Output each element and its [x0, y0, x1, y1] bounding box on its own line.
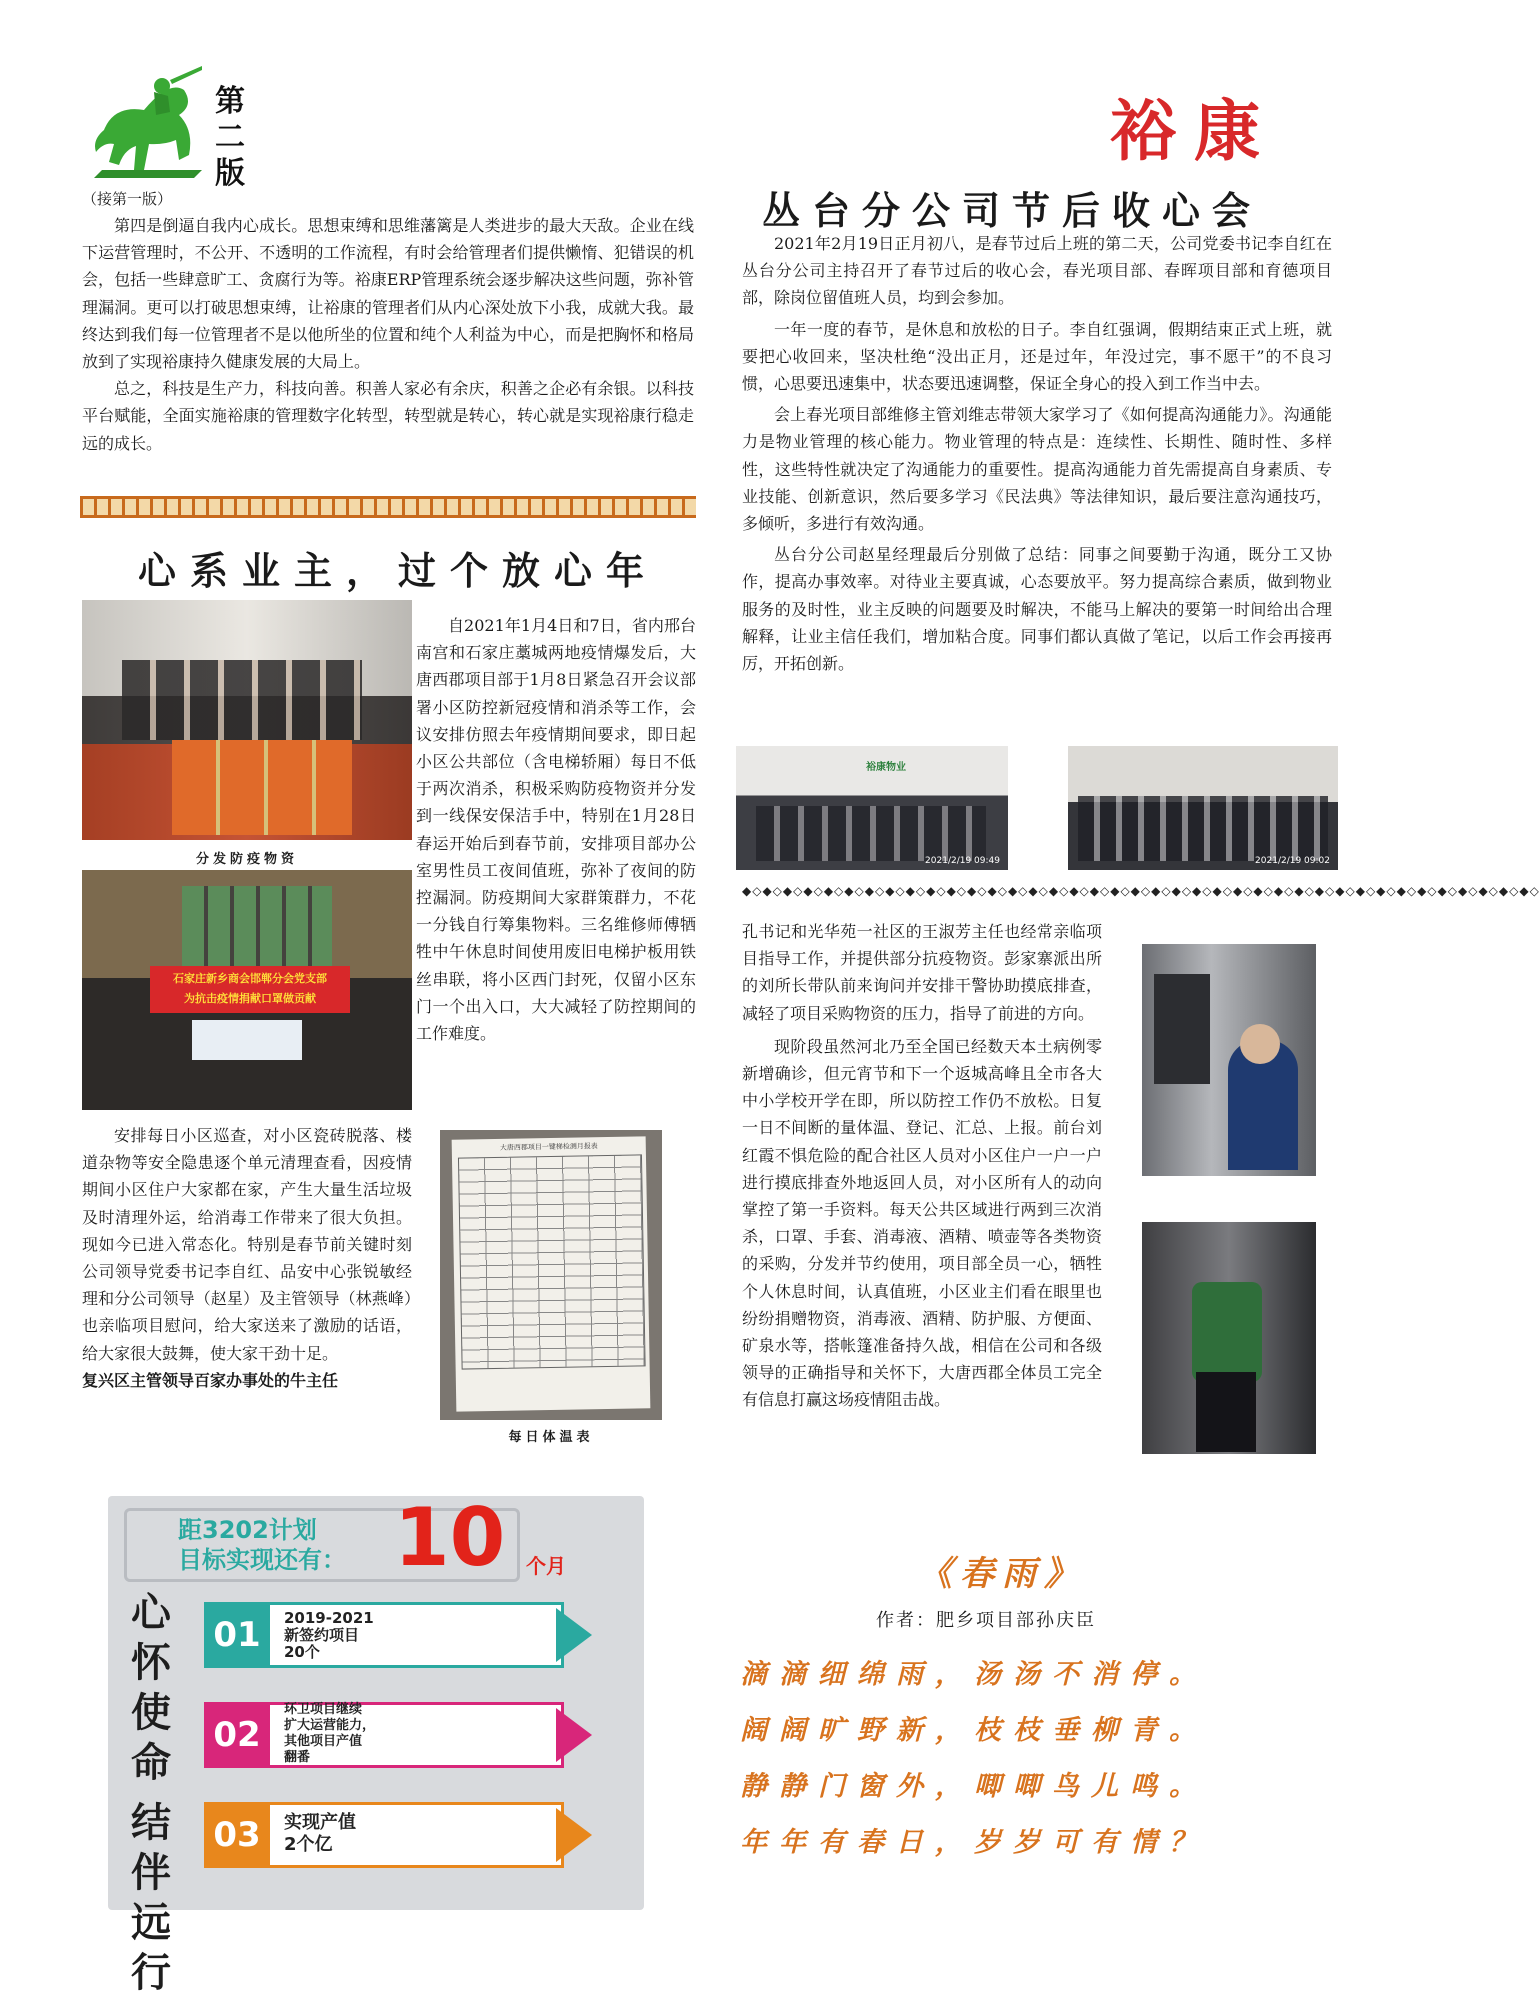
slogan-char: 行	[131, 1949, 171, 1996]
goal-line1: 距3202计划	[178, 1516, 317, 1544]
photo-meeting-2	[1068, 746, 1338, 870]
continued-note: （接第一版）	[82, 190, 173, 208]
article2-paragraph: 自2021年1月4日和7日，省内邢台南宫和石家庄藁城两地疫情爆发后，大唐西郡项目部于1月8日紧急召开会议部署小区防控新冠疫情和消杀等工作，会议安排仿照去年疫情期间要求，即日起小区公共部位（含电梯轿厢）每日不低于两次消杀，积极采购防疫物资并分发到一线保安保洁手中，特别在1月28日春运开始后到春节前，安排项目部办公室男性员工夜间值班，弥补了夜间的防控漏洞。防疫期间大家群策群力，不花一分钱自行筹集物料。三名维修师傅牺牲中午休息时间使用废旧电梯护板用铁丝串联，将小区西门封死，仅留小区东门一个出入口，大大减轻了防控期间的工作难度。	[416, 616, 696, 1044]
photo-timestamp: 2021/2/19 09:49	[925, 856, 1000, 866]
article2-right-text	[416, 612, 696, 1047]
diamond-divider: ◆◇◆◇◆◇◆◇◆◇◆◇◆◇◆◇◆◇◆◇◆◇◆◇◆◇◆◇◆◇◆◇◆◇◆◇◆◇◆◇◆◇◆◇◆◇◆◇◆◇◆◇◆◇◆◇◆◇◆◇◆◇◆◇◆◇◆◇◆◇◆◇◆◇◆◇◆◇	[742, 884, 1540, 898]
step-number: 02	[204, 1702, 270, 1768]
edition-label: 第二版	[215, 84, 245, 191]
photo-elevator-spray	[1142, 1222, 1316, 1454]
slogan-char: 怀	[131, 1639, 171, 1686]
goal-panel	[108, 1491, 644, 1996]
slogan-char: 命	[131, 1739, 171, 1786]
photo-temperature-table	[440, 1130, 662, 1420]
step-number: 03	[204, 1802, 270, 1868]
photo-donation-banner	[82, 870, 412, 1110]
photo-timestamp: 2021/2/19 09:02	[1255, 856, 1330, 866]
slogan-char: 心	[131, 1589, 171, 1636]
article2-paragraph: 现阶段虽然河北乃至全国已经数天本土病例零新增确诊，但元宵节和下一个返城高峰且全市各大中小学校开学在即，所以防控工作仍不放松。日复一日不间断的量体温、登记、汇总、上报。前台刘红霞不惧危险的配合社区人员对小区住户一户一户进行摸底排查外地返回人员，对小区所有人的动向掌控了第一手资料。每天公共区域进行两到三次消杀，口罩、手套、消毒液、酒精、喷壶等各类物资的采购，分发并节约使用，项目部全员一心，牺牲个人休息时间，认真值班，小区业主们看在眼里也纷纷捐赠物资，消毒液、酒精、防护服、方便面、矿泉水等，搭帐篷准备持久战，相信在公司和各级领导的正确指导和关怀下，大唐西郡全体员工完全有信息打赢这场疫情阻击战。	[742, 1036, 1102, 1410]
intro-paragraph: 第四是倒逼自我内心成长。思想束缚和思维藩篱是人类进步的最大天敌。企业在线下运营管理时，不公开、不透明的工作流程，有时会给管理者们提供懒惰、犯错误的机会，包括一些肆意旷工、贪腐行为等。裕康ERP管理系统会逐步解决这些问题，弥补管理漏洞。更可以打破思想束缚，让裕康的管理者们从内心深处放下小我，成就大我。最终达到我们每一位管理者不是以他所坐的位置和纯个人利益为中心，而是把胸怀和格局放到了实现裕康持久健康发展的大局上。	[82, 216, 694, 372]
article2-bottom-text	[82, 1122, 412, 1394]
poem-author: 作者：肥乡项目部孙庆臣	[876, 1610, 1096, 1631]
donation-banner: 石家庄新乡商会邯郸分会党支部 为抗击疫情捐献口罩做贡献	[150, 966, 350, 1013]
logo	[84, 60, 214, 182]
photo-caption: 每日体温表	[508, 1430, 594, 1445]
brand-title: 裕康	[1110, 92, 1278, 170]
goal-step-01	[204, 1602, 604, 1668]
article2-paragraph: 安排每日小区巡查，对小区瓷砖脱落、楼道杂物等安全隐患逐个单元清理查看，因疫情期间小区住户大家都在家，产生大量生活垃圾及时清理外运，给消毒工作带来了很大负担。现如今已进入常态化。特别是春节前关键时刻公司领导党委书记李自红、品安中心张锐敏经理和分公司领导（赵星）及主管领导（林燕峰）也亲临项目慰问，给大家送来了激励的话语，给大家很大鼓舞，使大家干劲十足。	[82, 1126, 412, 1363]
slogan-char: 结	[131, 1799, 171, 1846]
goal-step-03	[204, 1802, 604, 1868]
slogan-char: 使	[131, 1689, 171, 1736]
vertical-slogan	[124, 1588, 178, 1998]
article2-paragraph: 孔书记和光华苑一社区的王淑芳主任也经常亲临项目指导工作，并提供部分抗疫物资。彭家寨派出所的刘所长带队前来询问并安排干警协助摸底排查，减轻了项目采购物资的压力，指导了前进的方向。	[742, 922, 1102, 1023]
article-title: 丛台分公司节后收心会	[762, 188, 1263, 233]
intro-paragraph: 总之，科技是生产力，科技向善。积善人家必有余庆，积善之企必有余银。以科技平台赋能，全面实施裕康的管理数字化转型，转型就是转心，转心就是实现裕康行稳走远的成长。	[82, 379, 694, 453]
step-text: 实现产值 2个亿	[284, 1812, 356, 1855]
poem-line: 静静门窗外，唧唧鸟儿鸣。	[740, 1771, 1208, 1802]
intro-text	[82, 212, 694, 457]
photo-distribute-supplies	[82, 600, 412, 840]
article2-bold-line: 复兴区主管领导百家办事处的牛主任	[82, 1370, 339, 1390]
poem-title: 《春雨》	[918, 1554, 1086, 1594]
article1-paragraph: 会上春光项目部维修主管刘维志带领大家学习了《如何提高沟通能力》。沟通能力是物业管理的核心能力。物业管理的特点是：连续性、长期性、随时性、多样性，这些特性就决定了沟通能力的重要性。提高沟通能力首先需提高自身素质、专业技能、创新意识，然后要多学习《民法典》等法律知识，最后要注意沟通技巧，多倾听，多进行有效沟通。	[742, 405, 1332, 534]
slogan-char: 伴	[131, 1849, 171, 1896]
horse-rider-logo-icon	[84, 60, 214, 182]
goal-months: 10	[394, 1491, 506, 1584]
article1-paragraph: 2021年2月19日正月初八，是春节过后上班的第二天，公司党委书记李自红在丛台分公司主持召开了春节过后的收心会，春光项目部、春晖项目部和育德项目部，除岗位留值班人员，均到会参加。	[742, 234, 1332, 308]
goal-step-02	[204, 1702, 604, 1768]
article1-paragraph: 丛台分公司赵星经理最后分别做了总结：同事之间要勤于沟通，既分工又协作，提高办事效率。对待业主要真诚，心态要放平。努力提高综合素质，做到物业服务的及时性，业主反映的问题要及时解决，不能马上解决的要第一时间给出合理解释，让业主信任我们，增加粘合度。同事们都认真做了笔记，以后工作会再接再厉，开拓创新。	[742, 545, 1332, 674]
decorative-border	[80, 496, 696, 518]
poem-line: 年年有春日，岁岁可有情？	[740, 1827, 1208, 1858]
wall-sign: 裕康物业	[866, 762, 906, 773]
step-number: 01	[204, 1602, 270, 1668]
step-text: 2019-2021 新签约项目 20个	[284, 1609, 374, 1661]
article-title: 心系业主，过个放心年	[138, 548, 659, 593]
article1-text	[742, 230, 1332, 677]
goal-unit: 个月	[526, 1554, 566, 1578]
slogan-char: 远	[131, 1899, 171, 1946]
photo-meeting-1	[736, 746, 1008, 870]
article1-paragraph: 一年一度的春节，是休息和放松的日子。李自红强调，假期结束正式上班，就要把心收回来，坚决杜绝“没出正月，还是过年，年没过完，事不愿干”的不良习惯，心思要迅速集中，状态要迅速调整，保证全身心的投入到工作当中去。	[742, 319, 1332, 394]
table-title: 大唐西郡项目一键梯检测月报表	[499, 1142, 598, 1152]
poem-line: 滴滴细绵雨，汤汤不消停。	[740, 1659, 1208, 1690]
article2-cont-text	[742, 918, 1102, 1414]
step-text: 环卫项目继续 扩大运营能力， 其他项目产值 翻番	[284, 1702, 376, 1765]
poem-line: 阔阔旷野新，枝枝垂柳青。	[740, 1715, 1208, 1746]
photo-elevator-disinfect	[1142, 944, 1316, 1176]
photo-caption: 分发防疫物资	[195, 852, 298, 867]
goal-line2: 目标实现还有：	[178, 1546, 346, 1574]
